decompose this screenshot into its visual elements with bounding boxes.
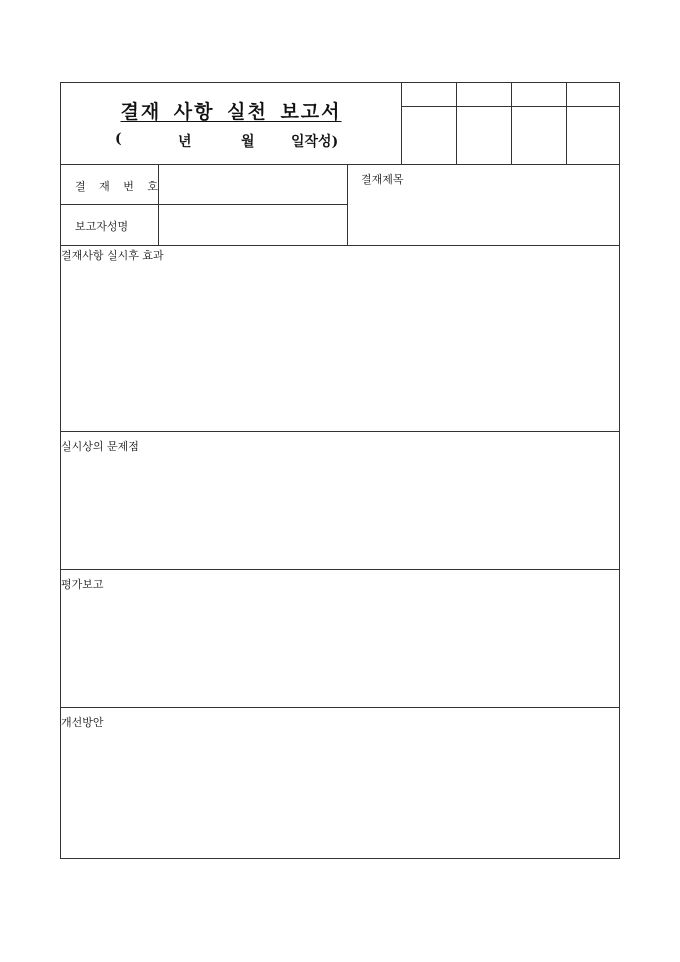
evaluation-section-field[interactable] — [61, 592, 620, 706]
date-open-paren: ( — [115, 131, 122, 147]
approval-subject-label: 결재제목 — [361, 173, 404, 186]
effect-section-field[interactable] — [61, 263, 620, 430]
stamp-box-2[interactable] — [457, 107, 511, 164]
approval-number-field[interactable] — [159, 165, 347, 204]
date-day-label: 일작성) — [291, 134, 339, 150]
evaluation-section-label: 평가보고 — [61, 578, 104, 591]
stamp-box-4[interactable] — [567, 107, 620, 164]
report-form — [60, 82, 620, 859]
date-month-label: 월 — [241, 134, 255, 150]
effect-section-label: 결재사항 실시후 효과 — [61, 249, 164, 262]
reporter-name-label: 보고자성명 — [75, 220, 129, 233]
reporter-name-field[interactable] — [159, 205, 347, 245]
improvement-section-label: 개선방안 — [61, 716, 104, 729]
form-title-text: 결재 사항 실천 보고서 — [120, 101, 342, 123]
form-title — [61, 97, 401, 124]
stamp-box-3[interactable] — [512, 107, 566, 164]
approval-number-label: 결 재 번 호 — [75, 180, 163, 193]
stamp-box-1[interactable] — [401, 107, 456, 164]
approval-stamp-grid — [401, 83, 620, 164]
date-year-label: 년 — [178, 134, 192, 150]
problems-section-field[interactable] — [61, 454, 620, 568]
approval-subject-field[interactable] — [348, 187, 620, 245]
problems-section-label: 실시상의 문제점 — [61, 440, 139, 453]
improvement-section-field[interactable] — [61, 730, 620, 858]
